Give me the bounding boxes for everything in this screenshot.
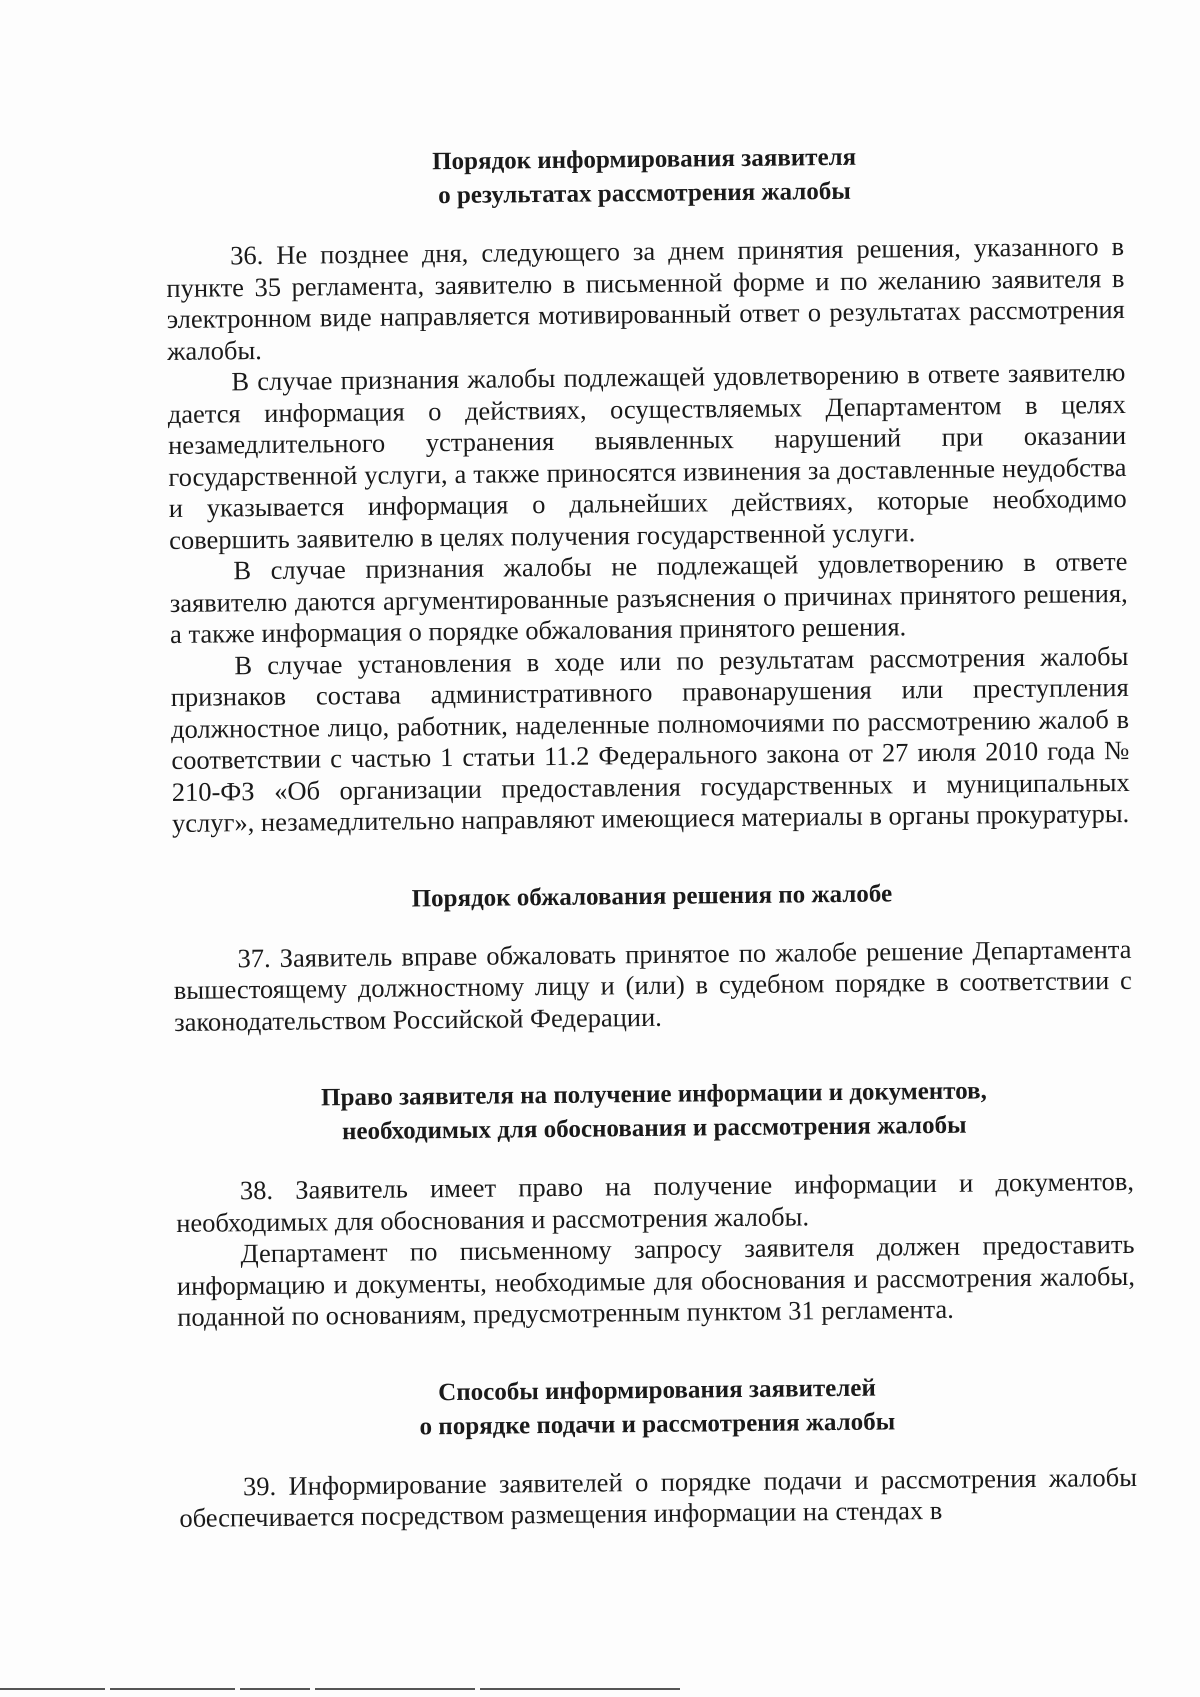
section-heading-informing xyxy=(165,138,1124,216)
scan-edge-line xyxy=(240,1688,310,1690)
paragraph-36: 36. Не позднее дня, следующего за днем принятия решения, указанного в пункте 35 регламента, заявителю в письменной форме и по желанию заявителя в электронном виде направляется мотивированный ответ о результатах рассмотрения жалобы. xyxy=(166,230,1125,366)
section-heading-right-to-info xyxy=(175,1073,1134,1151)
scan-edge-line xyxy=(0,1688,105,1690)
paragraph-36-rejected: В случае признания жалобы не подлежащей удовлетворению в ответе заявителю даются аргументированные разъяснения о причинах принятого решения, а также информация о порядке обжалования принятого решения. xyxy=(169,545,1128,649)
paragraph-36-violation: В случае установления в ходе или по результатам рассмотрения жалобы признаков состава административного правонарушения или преступления должностное лицо, работник, наделенные полномочиями по рассмотрению жалоб в соответствии с частью 1 статьи 11.2 Федерального закона от 27 июля 2010 года № 210-ФЗ «Об организации предоставления государственных и муниципальных услуг», незамедлительно направляют имеющиеся материалы в органы прокуратуры. xyxy=(170,640,1130,838)
heading-line: о результатах рассмотрения жалобы xyxy=(437,177,852,210)
paragraph-38: 38. Заявитель имеет право на получение информации и документов, необходимых для обоснования и рассмотрения жалобы. xyxy=(176,1165,1135,1238)
paragraph-37: 37. Заявитель вправе обжаловать принятое по жалобе решение Департамента вышестоящему должностному лицу и (или) в судебном порядке в соответствии с законодательством Российской Федерации. xyxy=(173,933,1132,1037)
document-body xyxy=(165,138,1137,1534)
paragraph-38-request: Департамент по письменному запросу заявителя должен предоставить информацию и документы, необходимые для обоснования и рассмотрения жалобы, поданной по основаниям, предусмотренным пунктом 31 регламента. xyxy=(176,1228,1136,1332)
section-heading-ways-of-informing xyxy=(178,1368,1137,1446)
scan-edge-line xyxy=(315,1688,475,1690)
paragraph-36-satisfied: В случае признания жалобы подлежащей удовлетворению в ответе заявителю дается информация о действиях, осуществляемых Департаментом в целях незамедлительного устранения выявленных нарушений при оказании государственной услуги, а также приносятся извинения за доставленные неудобства и указывается информация о дальнейших действиях, которые необходимо совершить заявителю в целях получения государственной услуги. xyxy=(167,356,1127,555)
heading-line: Порядок информирования заявителя xyxy=(432,143,857,176)
paragraph-39: 39. Информирование заявителей о порядке подачи и рассмотрения жалобы обеспечивается посредством размещения информации на стендах в xyxy=(179,1461,1138,1533)
heading-line: Порядок обжалования решения по жалобе xyxy=(411,879,893,912)
scan-edge-line xyxy=(480,1688,680,1690)
heading-line: о порядке подачи и рассмотрения жалобы xyxy=(419,1407,896,1440)
heading-line: Право заявителя на получение информации и документов, xyxy=(320,1077,987,1112)
heading-line: Способы информирования заявителей xyxy=(438,1374,876,1406)
heading-line: необходимых для обоснования и рассмотрения жалобы xyxy=(341,1111,967,1146)
scan-edge-line xyxy=(110,1688,235,1690)
